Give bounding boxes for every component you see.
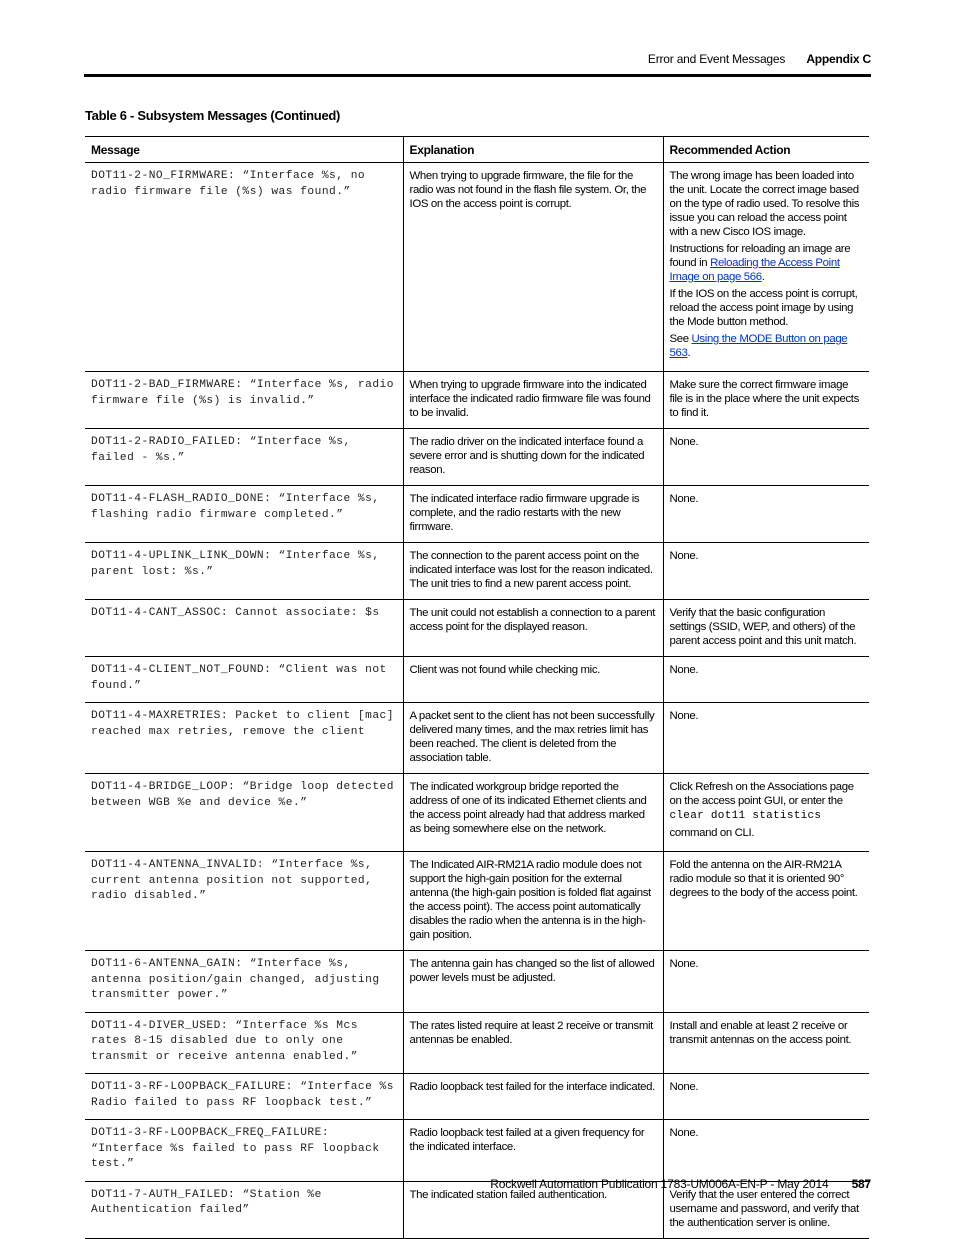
explanation-cell: When trying to upgrade firmware into the indicated interface the indicated radio firmware file was found to be invalid. [403,372,663,429]
message-cell: DOT11-4-CLIENT_NOT_FOUND: “Client was not found.” [85,657,403,703]
header-rule [84,74,871,77]
message-cell: DOT11-4-BRIDGE_LOOP: “Bridge loop detected between WGB %e and device %e.” [85,774,403,852]
explanation-cell: The Indicated AIR-RM21A radio module does not support the high-gain position for the external antenna (the high-gain position is folded flat against the access point). The access point automatically disables the radio when the antenna is in the high-gain position. [403,852,663,951]
action-text-post: . [761,271,765,283]
table-title: Table 6 - Subsystem Messages (Continued) [85,108,341,123]
message-cell: DOT11-3-RF-LOOPBACK_FAILURE: “Interface %s Radio failed to pass RF loopback test.” [85,1074,403,1120]
action-cell: Make sure the correct firmware image file is in the place where the unit expects to find it. [663,372,869,429]
table-row [85,429,869,486]
table-row [85,951,869,1013]
explanation-cell: The indicated interface radio firmware upgrade is complete, and the radio restarts with the new firmware. [403,486,663,543]
action-cell: Verify that the user entered the correct username and password, and verify that the authentication server is online. [663,1181,869,1238]
publication-info: Rockwell Automation Publication 1783-UM006A-EN-P - May 2014 [490,1177,829,1191]
explanation-cell: Client was not found while checking mic. [403,657,663,703]
explanation-cell: The indicated station failed authentication. [403,1181,663,1238]
explanation-cell: The radio driver on the indicated interface found a severe error and is shutting down for the indicated reason. [403,429,663,486]
header-appendix: Appendix C [806,52,871,66]
page-header [0,52,871,66]
action-text: command on CLI. [669,827,755,839]
table-row [85,1120,869,1182]
action-text [670,780,864,823]
action-text: If the IOS on the access point is corrupt, reload the access point image by using the Mode button method. [669,288,858,328]
message-cell: DOT11-4-DIVER_USED: “Interface %s Mcs rates 8-15 disabled due to only one transmit or receive antenna enabled.” [85,1012,403,1074]
table-row [85,163,869,372]
subsystem-messages-table [85,136,869,1239]
action-text-post: . [687,347,691,359]
action-cell: None. [663,543,869,600]
link-mode-button[interactable]: Using the MODE Button on page 563 [669,333,848,359]
action-cell: Fold the antenna on the AIR-RM21A radio module so that it is oriented 90° degrees to the body of the access point. [663,852,869,951]
action-text-pre: See [669,333,692,345]
action-cell [663,163,869,372]
message-cell: DOT11-4-ANTENNA_INVALID: “Interface %s, current antenna position not supported, radio disabled.” [85,852,403,951]
message-cell: DOT11-2-RADIO_FAILED: “Interface %s, failed - %s.” [85,429,403,486]
link-reloading-image[interactable]: Reloading the Access Point Image on page 566 [669,257,840,283]
message-cell: DOT11-4-CANT_ASSOC: Cannot associate: $s [85,600,403,657]
action-text-pre: Instructions for reloading an image are found in [669,243,851,269]
action-cell: None. [663,951,869,1013]
explanation-cell: The unit could not establish a connection to a parent access point for the displayed reason. [403,600,663,657]
action-cell: None. [663,486,869,543]
explanation-cell: A packet sent to the client has not been successfully delivered many times, and the max retries limit has been reached. The client is deleted from the association table. [403,703,663,774]
message-cell: DOT11-7-AUTH_FAILED: “Station %e Authentication failed” [85,1181,403,1238]
table-row [85,657,869,703]
explanation-cell: The indicated workgroup bridge reported the address of one of its indicated Ethernet clients and the access point already had that address marked as being somewhere else on the network. [403,774,663,852]
cli-command: clear dot11 statistics [669,810,822,822]
explanation-cell: The rates listed require at least 2 receive or transmit antennas be enabled. [403,1012,663,1074]
action-cell: None. [663,657,869,703]
message-cell: DOT11-3-RF-LOOPBACK_FREQ_FAILURE: “Interface %s failed to pass RF loopback test.” [85,1120,403,1182]
header-section: Error and Event Messages [647,52,786,66]
table-row [85,852,869,951]
table-row [85,1012,869,1074]
explanation-cell: The antenna gain has changed so the list of allowed power levels must be adjusted. [403,951,663,1013]
table-row [85,543,869,600]
action-cell: Install and enable at least 2 receive or transmit antennas on the access point. [663,1012,869,1074]
table-row [85,600,869,657]
table-row [85,486,869,543]
column-header-action: Recommended Action [663,137,869,163]
column-header-message: Message [85,137,403,163]
message-cell: DOT11-4-MAXRETRIES: Packet to client [mac] reached max retries, remove the client [85,703,403,774]
message-cell: DOT11-2-NO_FIRMWARE: “Interface %s, no radio firmware file (%s) was found.” [85,163,403,372]
explanation-cell: When trying to upgrade firmware, the file for the radio was not found in the flash file system. Or, the IOS on the access point is corrupt. [403,163,663,372]
explanation-cell: Radio loopback test failed for the interface indicated. [403,1074,663,1120]
action-cell: None. [663,429,869,486]
page-number: 587 [851,1177,871,1191]
table-row [85,774,869,852]
column-header-explanation: Explanation [403,137,663,163]
message-cell: DOT11-4-UPLINK_LINK_DOWN: “Interface %s, parent lost: %s.” [85,543,403,600]
action-text-pre: Click Refresh on the Associations page on the access point GUI, or enter the [669,781,854,807]
action-cell: Verify that the basic configuration settings (SSID, WEP, and others) of the parent access point and this unit match. [663,600,869,657]
action-cell [663,774,869,852]
table-row [85,1074,869,1120]
table-row [85,372,869,429]
action-cell: None. [663,703,869,774]
table-header-row [85,137,869,163]
message-cell: DOT11-4-FLASH_RADIO_DONE: “Interface %s, flashing radio firmware completed.” [85,486,403,543]
action-cell: None. [663,1120,869,1182]
action-cell: None. [663,1074,869,1120]
message-cell: DOT11-6-ANTENNA_GAIN: “Interface %s, antenna position/gain changed, adjusting transmitter power.” [85,951,403,1013]
action-text [670,332,864,360]
page-footer [0,1177,871,1191]
action-text: The wrong image has been loaded into the unit. Locate the correct image based on the type of radio used. To resolve this issue you can reload the access point with a new Cisco IOS image. [669,170,860,238]
table-row [85,703,869,774]
explanation-cell: The connection to the parent access point on the indicated interface was lost for the reason indicated. The unit tries to find a new parent access point. [403,543,663,600]
message-cell: DOT11-2-BAD_FIRMWARE: “Interface %s, radio firmware file (%s) is invalid.” [85,372,403,429]
explanation-cell: Radio loopback test failed at a given frequency for the indicated interface. [403,1120,663,1182]
action-text [670,242,864,284]
